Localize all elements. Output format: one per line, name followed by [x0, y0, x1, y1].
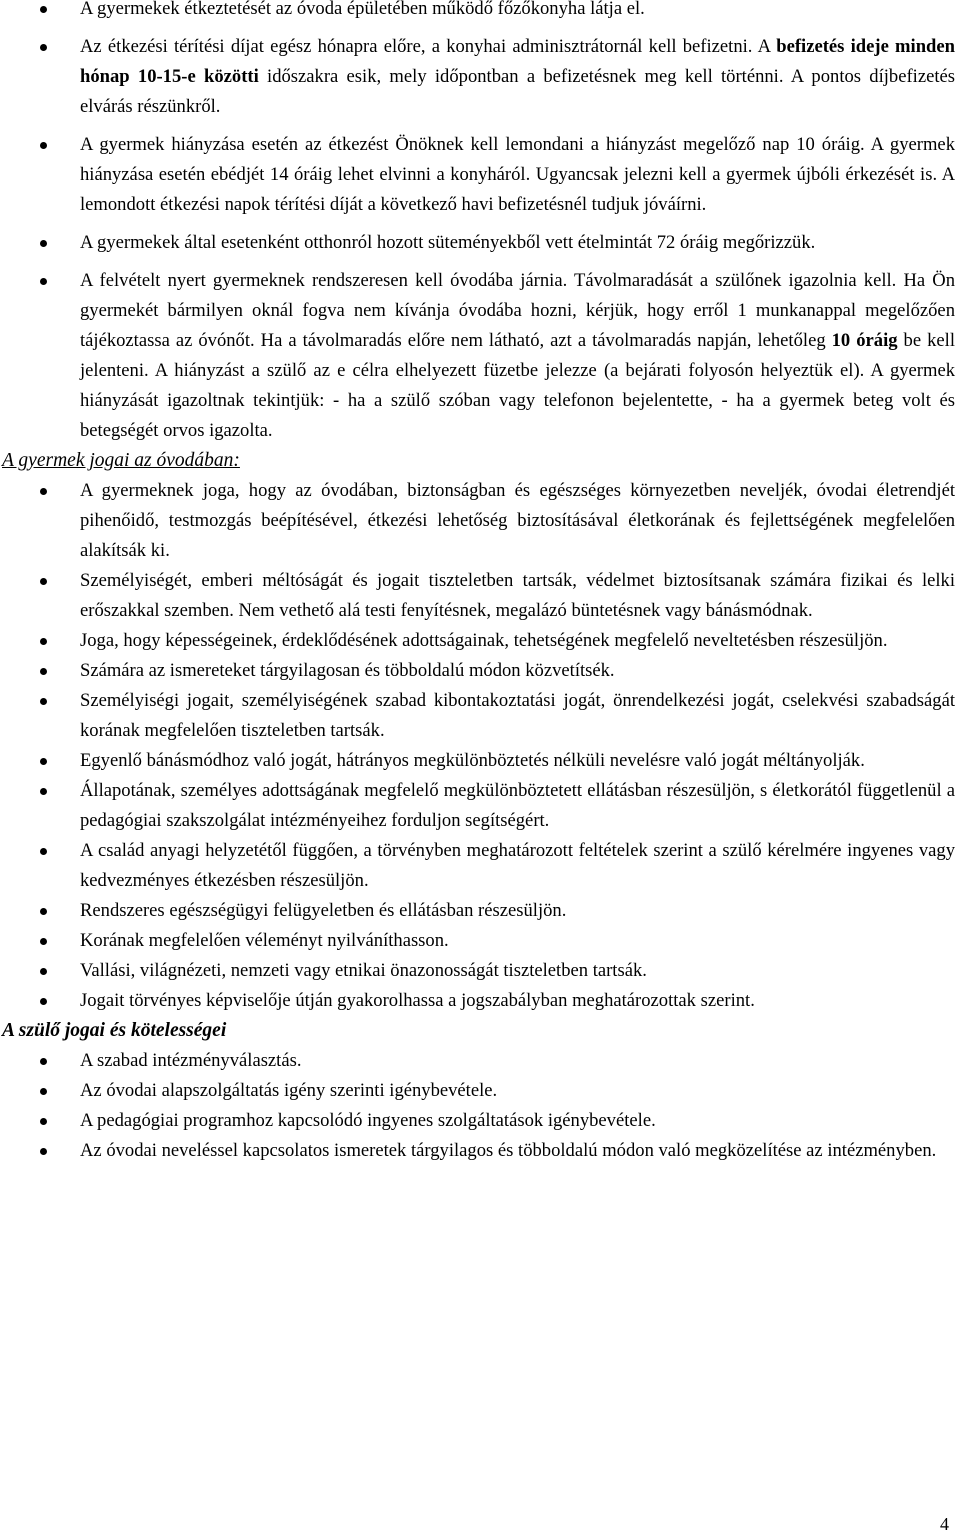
- list-item: Személyiségi jogait, személyiségének szabad kibontakoztatási jogát, önrendelkezési jogát, cselekvési szabadságát korának megfelelően tiszteletben tartsák.: [0, 686, 960, 746]
- list-item: [0, 228, 960, 258]
- list-item: [0, 0, 960, 24]
- parent-rights-list: [0, 1046, 960, 1166]
- text-run: időszakra esik, mely időpontban a befizetésnek meg kell történni. A pontos díjbefizetés elvárás részünkről.: [80, 66, 955, 117]
- text-run: be kell jelenteni. A hiányzást a szülő az e célra elhelyezett füzetbe jelezze (a bejárati folyosón helyeztük el). A gyermek hiányzását igazoltnak tekintjük: - ha a szülő szóban vagy telefonon bejelentette, - ha a gyermek beteg volt és betegségét orvos igazolta.: [80, 330, 955, 441]
- section-heading-child-rights: A gyermek jogai az óvodában:: [2, 450, 240, 471]
- text-run: A gyermekek étkeztetését az óvoda épületében működő főzőkonyha látja el.: [80, 0, 645, 19]
- list-item: Az óvodai alapszolgáltatás igény szerinti igénybevétele.: [0, 1076, 960, 1106]
- bold-text: 10 óráig: [831, 330, 898, 351]
- text-run: A gyermekek által esetenként otthonról hozott süteményekből vett ételmintát 72 óráig megőrizzük.: [80, 232, 816, 253]
- bold-text: befizetés ideje minden hónap 10-15-e közötti: [80, 36, 955, 87]
- list-item: Számára az ismereteket tárgyilagosan és többoldalú módon közvetítsék.: [0, 656, 960, 686]
- list-item: Jogait törvényes képviselője útján gyakorolhassa a jogszabályban meghatározottak szerint.: [0, 986, 960, 1016]
- list-item: Állapotának, személyes adottságának megfelelő megkülönböztetett ellátásban részesüljön, s életkorától függetlenül a pedagógiai szakszolgálat intézményeihez forduljon segítségért.: [0, 776, 960, 836]
- list-item: Korának megfelelően véleményt nyilváníthasson.: [0, 926, 960, 956]
- list-item: A gyermeknek joga, hogy az óvodában, biztonságban és egészséges környezetben neveljék, óvodai életrendjét pihenőidő, testmozgás beépítésével, étkezési lehetőség biztosításával életkorának és fejlettségének megfelelően alakítsák ki.: [0, 476, 960, 566]
- list-item: Az óvodai neveléssel kapcsolatos ismeretek tárgyilagos és többoldalú módon való megközelítése az intézményben.: [0, 1136, 960, 1166]
- text-run: A felvételt nyert gyermeknek rendszeresen kell óvodába járnia. Távolmaradását a szülőnek igazolnia kell. Ha Ön gyermekét bármilyen oknál fogva nem kívánja óvodába hozni, kérjük, hogy erről 1 munkanappal megelőzően tájékoztassa az óvónőt. Ha a távolmaradás előre nem látható, azt a távolmaradás napján, lehetőleg: [80, 270, 955, 351]
- list-item: [0, 266, 960, 446]
- section-heading-parent-rights: A szülő jogai és kötelességei: [2, 1020, 227, 1041]
- list-item: Személyiségét, emberi méltóságát és jogait tiszteletben tartsák, védelmet biztosítsanak számára fizikai és lelki erőszakkal szemben. Nem vethető alá testi fenyítésnek, megalázó büntetésnek vagy bánásmódnak.: [0, 566, 960, 626]
- list-item: Rendszeres egészségügyi felügyeletben és ellátásban részesüljön.: [0, 896, 960, 926]
- meal-and-attendance-rules-list: [0, 0, 960, 446]
- list-item: A szabad intézményválasztás.: [0, 1046, 960, 1076]
- list-item: A család anyagi helyzetétől függően, a törvényben meghatározott feltételek szerint a szülő kérelmére ingyenes vagy kedvezményes étkezésben részesüljön.: [0, 836, 960, 896]
- text-run: A gyermek hiányzása esetén az étkezést Önöknek kell lemondani a hiányzást megelőző nap 10 óráig. A gyermek hiányzása esetén ebédjét 14 óráig lehet elvinni a konyháról. Ugyancsak jelezni kell a gyermek újbóli érkezését is. A lemondott étkezési napok térítési díját a következő havi befizetésnél tudjuk jóváírni.: [80, 134, 955, 215]
- list-item: Vallási, világnézeti, nemzeti vagy etnikai önazonosságát tiszteletben tartsák.: [0, 956, 960, 986]
- list-item: Egyenlő bánásmódhoz való jogát, hátrányos megkülönböztetés nélküli nevelésre való jogát méltányolják.: [0, 746, 960, 776]
- list-item: Joga, hogy képességeinek, érdeklődésének adottságainak, tehetségének megfelelő neveltetésben részesüljön.: [0, 626, 960, 656]
- page-number: 4: [940, 1514, 949, 1534]
- child-rights-list: [0, 476, 960, 1016]
- list-item: A pedagógiai programhoz kapcsolódó ingyenes szolgáltatások igénybevétele.: [0, 1106, 960, 1136]
- list-item: [0, 130, 960, 220]
- text-run: Az étkezési térítési díjat egész hónapra előre, a konyhai adminisztrátornál kell befizetni. A: [80, 36, 777, 57]
- list-item: [0, 32, 960, 122]
